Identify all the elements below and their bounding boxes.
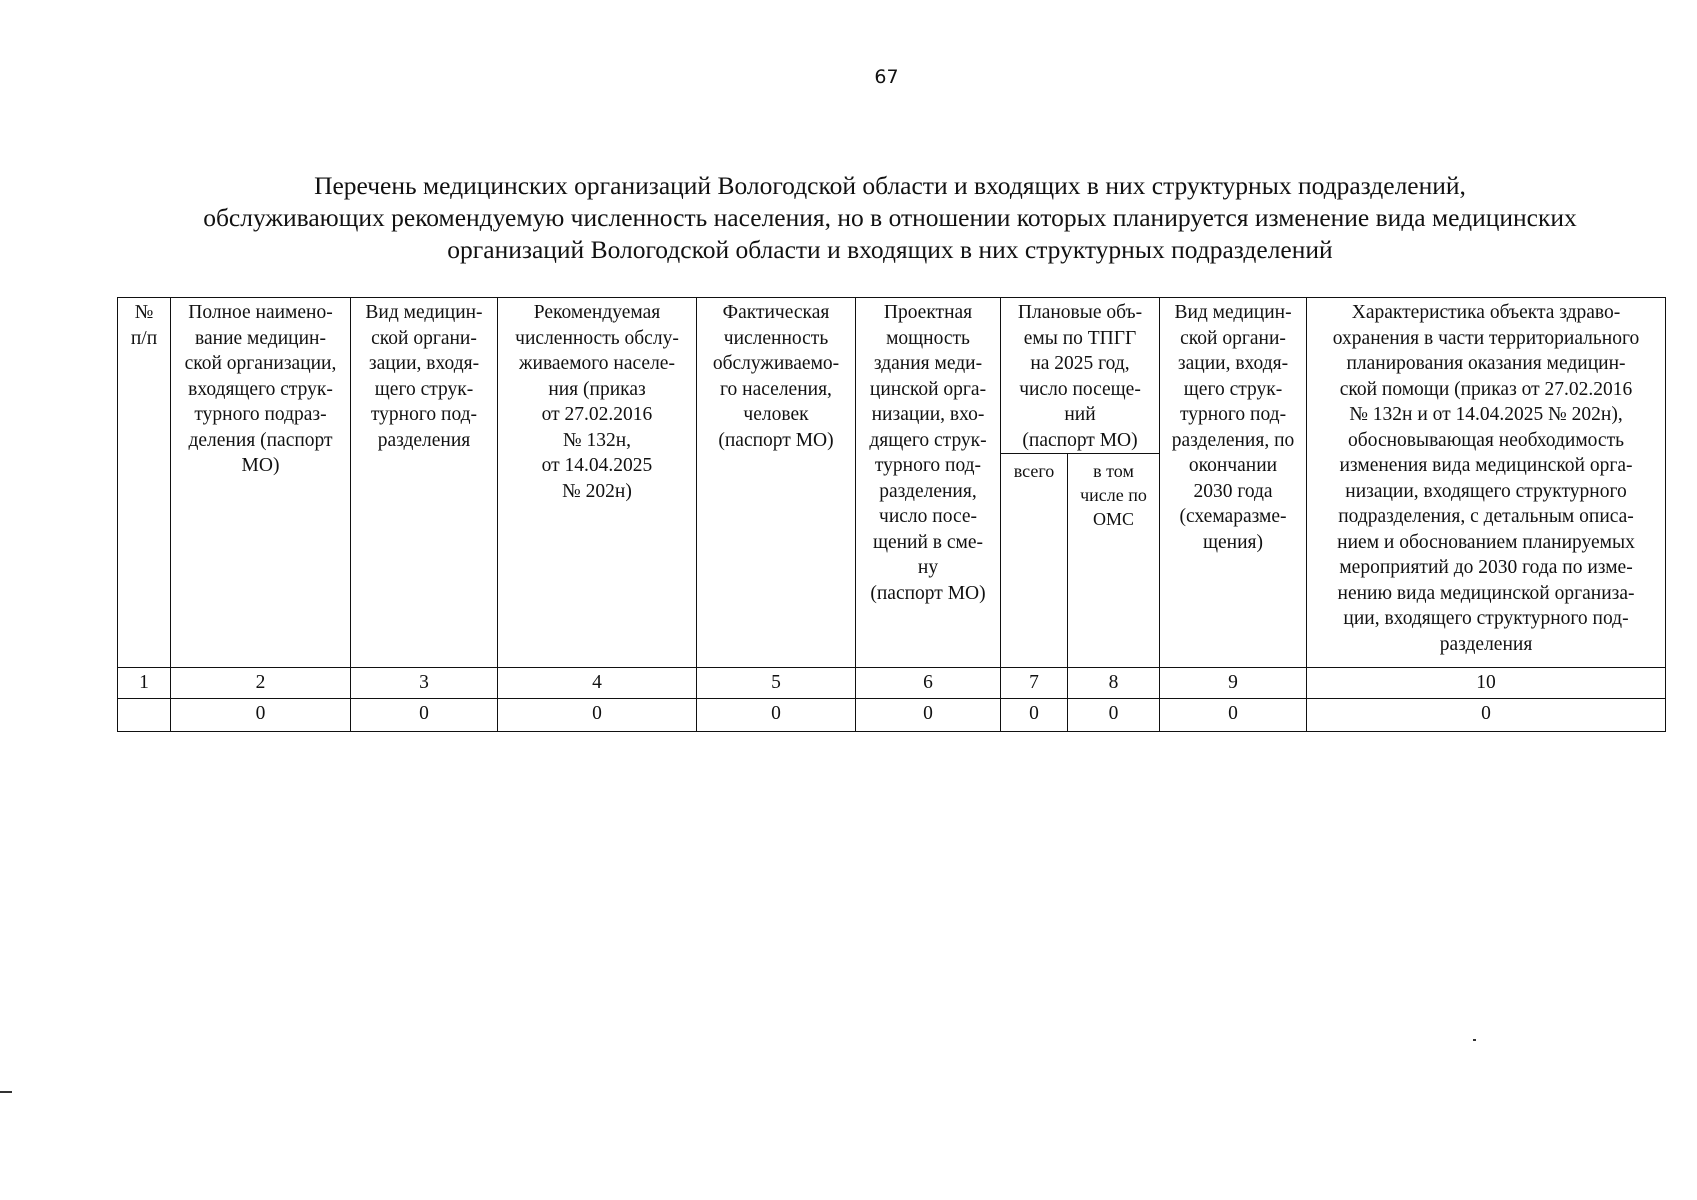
table-row bbox=[118, 699, 1666, 732]
header-col-9: Вид медицин- ской органи- зации, входя- щего струк- турного под- разделения, по окончании 2030 года (схемаразме- щения) bbox=[1160, 298, 1307, 668]
column-number: 1 bbox=[118, 668, 171, 699]
header-row-main bbox=[118, 298, 1666, 454]
table-cell: 0 bbox=[1160, 699, 1307, 732]
document-title bbox=[100, 170, 1680, 266]
header-col-1: № п/п bbox=[118, 298, 171, 668]
column-number: 5 bbox=[697, 668, 856, 699]
header-col-10: Характеристика объекта здраво- охранения в части территориального планирования оказания медицин- ской помощи (приказ от 27.02.2016 № 132н и от 14.04.2025 № 202н), обосновывающая необходимость изменения вида медицинской орга- низации, входящего структурного подразделения, с детальным описа- нием и обоснованием планируемых мероприятий до 2030 года по изме- нению вида медицинской организа- ции, входящего структурного под- разделения bbox=[1307, 298, 1666, 668]
header-col-5: Фактическая численность обслуживаемо- го населения, человек (паспорт МО) bbox=[697, 298, 856, 668]
column-number: 2 bbox=[171, 668, 351, 699]
column-numbers-row bbox=[118, 668, 1666, 699]
header-col-7-8-group: Плановые объ- емы по ТПГГ на 2025 год, число посеще- ний (паспорт МО) bbox=[1001, 298, 1160, 454]
column-number: 10 bbox=[1307, 668, 1666, 699]
table-cell: 0 bbox=[351, 699, 498, 732]
table-cell: 0 bbox=[171, 699, 351, 732]
table-cell: 0 bbox=[1307, 699, 1666, 732]
title-line-3: организаций Вологодской области и входящих в них структурных подразделений bbox=[447, 235, 1333, 264]
column-number: 4 bbox=[498, 668, 697, 699]
header-col-3: Вид медицин- ской органи- зации, входя- щего струк- турного под- разделения bbox=[351, 298, 498, 668]
column-number: 6 bbox=[856, 668, 1001, 699]
scan-mark bbox=[1473, 1039, 1476, 1041]
organizations-table bbox=[117, 297, 1666, 732]
page-number: 67 bbox=[874, 66, 899, 88]
table-cell: 0 bbox=[1001, 699, 1068, 732]
table-cell bbox=[118, 699, 171, 732]
header-col-2: Полное наимено- вание медицин- ской организации, входящего струк- турного подраз- деления (паспорт МО) bbox=[171, 298, 351, 668]
scan-mark bbox=[0, 1091, 12, 1093]
column-number: 7 bbox=[1001, 668, 1068, 699]
header-col-7: всего bbox=[1001, 454, 1068, 668]
header-col-4: Рекомендуемая численность обслу- живаемого населе- ния (приказ от 27.02.2016 № 132н, от 14.04.2025 № 202н) bbox=[498, 298, 697, 668]
header-col-6: Проектная мощность здания меди- цинской орга- низации, вхо- дящего струк- турного под- разделения, число посе- щений в сме- ну (паспорт МО) bbox=[856, 298, 1001, 668]
table-cell: 0 bbox=[498, 699, 697, 732]
column-number: 3 bbox=[351, 668, 498, 699]
table-cell: 0 bbox=[697, 699, 856, 732]
title-line-1: Перечень медицинских организаций Вологодской области и входящих в них структурных подразделений, bbox=[314, 171, 1466, 200]
column-number: 9 bbox=[1160, 668, 1307, 699]
column-number: 8 bbox=[1068, 668, 1160, 699]
table-cell: 0 bbox=[1068, 699, 1160, 732]
header-col-8: в том числе по ОМС bbox=[1068, 454, 1160, 668]
table-cell: 0 bbox=[856, 699, 1001, 732]
title-line-2: обслуживающих рекомендуемую численность населения, но в отношении которых планируется изменение вида медицинских bbox=[203, 203, 1577, 232]
